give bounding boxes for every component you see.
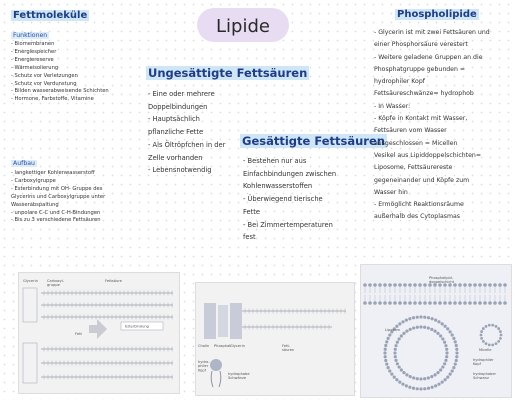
- liposom-label: Liposom: [385, 328, 401, 332]
- hydrophiler-kopf-label: hydrophiler Kopf: [473, 358, 494, 367]
- lipid-head: [401, 320, 404, 323]
- fett-esterbindung-figure: [18, 272, 180, 394]
- phospholipide-heading: Phospholipide: [397, 9, 477, 20]
- list-item: - Überwiegend tierische: [243, 195, 323, 204]
- lipid-head: [413, 301, 417, 305]
- lipid-head: [394, 355, 397, 358]
- lipid-head: [423, 283, 427, 287]
- lipid-head: [412, 376, 415, 379]
- list-item: - Esterbindung mit OH- Gruppe des: [11, 185, 103, 192]
- liposom-micelle-diagram: [361, 265, 511, 397]
- list-item: - Schutz vor Verdunstung: [11, 80, 77, 87]
- list-item: einer Phosphorsäure verestert: [374, 41, 468, 49]
- lipid-head: [363, 283, 367, 287]
- phosphat-block: [218, 305, 228, 337]
- lipid-head: [418, 283, 422, 287]
- lipid-head: [427, 387, 430, 390]
- list-item: gegeneinander und Köpfe zum: [374, 176, 470, 184]
- lipid-head: [434, 319, 437, 322]
- lipid-head: [412, 387, 415, 390]
- lipid-head: [394, 344, 397, 347]
- lipid-head: [436, 371, 439, 374]
- lipid-head: [416, 377, 419, 380]
- lipid-head: [480, 334, 483, 337]
- esterbindung-label: Esterbindung: [125, 324, 149, 329]
- lipid-head: [398, 337, 401, 340]
- lipid-head: [455, 348, 458, 351]
- lipid-head: [403, 283, 407, 287]
- list-item: Doppelbindungen: [148, 102, 208, 111]
- lipid-head: [423, 326, 426, 329]
- lipid-head: [444, 344, 447, 347]
- fett-chains-bottom: [23, 343, 173, 383]
- lipid-head: [394, 348, 397, 351]
- lipid-head: [393, 283, 397, 287]
- lipid-head: [493, 301, 497, 305]
- lipid-head: [480, 330, 483, 333]
- glycerin-box: [23, 288, 37, 322]
- list-item: Wasserabspaltung: [11, 201, 59, 208]
- lipid-head: [385, 363, 388, 366]
- lipid-head: [398, 365, 401, 368]
- lipid-head: [383, 283, 387, 287]
- list-item: Zelle vorhanden: [148, 153, 203, 162]
- lipid-head: [408, 301, 412, 305]
- lipid-head: [503, 283, 507, 287]
- lipid-head: [396, 341, 399, 344]
- lipid-head: [403, 301, 407, 305]
- lipid-head: [431, 386, 434, 389]
- lipid-head: [427, 316, 430, 319]
- lipid-head: [418, 301, 422, 305]
- lipid-head: [433, 330, 436, 333]
- list-item: - Biomembranen: [11, 41, 55, 47]
- list-item: - Carboxylgruppe: [11, 177, 56, 184]
- lipid-head: [446, 327, 449, 330]
- lipid-head: [378, 283, 382, 287]
- lipid-head: [455, 359, 458, 362]
- lipid-head: [463, 301, 467, 305]
- lipid-head: [488, 324, 491, 327]
- lipid-head: [384, 355, 387, 358]
- lipid-head: [437, 320, 440, 323]
- ungesaettigt-list: [148, 88, 225, 177]
- lipid-head: [384, 348, 387, 351]
- lipid-head: [488, 343, 491, 346]
- lipid-head: [400, 368, 403, 371]
- lipid-head: [393, 375, 396, 378]
- lipid-head: [455, 351, 458, 354]
- aufbau-list: [11, 170, 105, 225]
- list-item: ausgeschlossen = Micellen: [374, 139, 458, 147]
- lipid-head: [497, 327, 500, 330]
- lipid-head: [451, 369, 454, 372]
- lipid-head: [405, 319, 408, 322]
- lipid-head: [400, 334, 403, 337]
- lipid-head: [390, 373, 393, 376]
- list-item: - Energiereserve: [11, 56, 54, 63]
- lipid-head: [468, 283, 472, 287]
- lipid-head: [499, 330, 502, 333]
- lipid-head: [419, 377, 422, 380]
- lipid-head: [409, 328, 412, 331]
- liposom-micelle-figure: [360, 264, 512, 398]
- lipid-head: [405, 330, 408, 333]
- lipid-head: [431, 317, 434, 320]
- lipid-head: [396, 362, 399, 365]
- fettsaeure-chains: [242, 309, 346, 330]
- lipid-head: [427, 376, 430, 379]
- lipid-head: [412, 326, 415, 329]
- list-item: außerhalb des Cytoplasmas: [374, 213, 461, 221]
- glycerin-box: [23, 343, 37, 383]
- lipid-head: [437, 383, 440, 386]
- lipid-head: [478, 301, 482, 305]
- lipid-head: [416, 326, 419, 329]
- lipid-head: [416, 316, 419, 319]
- lipid-head: [495, 342, 498, 345]
- list-item: Phosphatgruppe gebunden =: [374, 65, 466, 73]
- lipid-head: [485, 342, 488, 345]
- list-item: - Köpfe in Kontakt mit Wasser,: [374, 115, 468, 123]
- lipid-head: [405, 373, 408, 376]
- fett-structure-diagram: [19, 273, 179, 393]
- lipid-head: [483, 301, 487, 305]
- funktionen-heading: Funktionen: [13, 32, 48, 39]
- lipid-head: [452, 337, 455, 340]
- lipid-head: [433, 301, 437, 305]
- hydrophober-schwanz-label: hydrophober Schwanz: [473, 372, 497, 381]
- fettsaeuren-label: Fett-säuren: [282, 344, 295, 353]
- lipid-head: [398, 301, 402, 305]
- lipid-head: [463, 283, 467, 287]
- lipid-head: [419, 325, 422, 328]
- lipid-head: [427, 326, 430, 329]
- lipid-head: [441, 365, 444, 368]
- carboxyl-label: Carboxyl-gruppe: [47, 279, 65, 288]
- phospholipide-list: [374, 27, 490, 224]
- list-item: hydrophiler Kopf: [374, 78, 425, 86]
- lipid-head: [495, 325, 498, 328]
- lipid-head: [423, 387, 426, 390]
- funktionen-list: [11, 41, 109, 104]
- page-title: Lipide: [216, 16, 270, 37]
- lipid-head: [443, 301, 447, 305]
- lipid-head: [388, 333, 391, 336]
- list-item: - Glycerin ist mit zwei Fettsäuren und: [374, 29, 490, 36]
- lipid-head: [408, 386, 411, 389]
- glycerin-label: Glycerin: [23, 279, 38, 283]
- lipid-head: [458, 301, 462, 305]
- lipid-head: [409, 375, 412, 378]
- lipid-head: [455, 344, 458, 347]
- lipid-head: [483, 283, 487, 287]
- lipid-head: [449, 373, 452, 376]
- lipid-head: [373, 283, 377, 287]
- lipid-head: [454, 340, 457, 343]
- lipid-head: [384, 344, 387, 347]
- lipid-head: [453, 301, 457, 305]
- list-item: Fettsäureschwänze= hydrophob: [374, 90, 474, 98]
- lipid-head: [482, 340, 485, 343]
- list-item: - Ermöglicht Reaktionsräume: [374, 201, 464, 209]
- ungesaettigt-heading: Ungesättigte Fettsäuren: [148, 66, 308, 80]
- lipid-head: [383, 351, 386, 354]
- lipid-head: [423, 316, 426, 319]
- phosphat-label: Phosphat: [214, 344, 231, 348]
- phospholipid-structure-diagram: [196, 283, 354, 395]
- lipid-head: [388, 301, 392, 305]
- lipid-head: [388, 369, 391, 372]
- lipid-head: [488, 301, 492, 305]
- list-item: Vesikel aus Lipiddoppelschichten=: [374, 151, 482, 159]
- list-item: - In Wasser:: [374, 102, 411, 110]
- lipid-head: [387, 366, 390, 369]
- lipid-head: [452, 366, 455, 369]
- lipid-head: [419, 315, 422, 318]
- lipid-head: [398, 283, 402, 287]
- lipid-head: [500, 334, 503, 337]
- lipid-head: [363, 301, 367, 305]
- cholin-label: Cholin: [198, 344, 210, 348]
- lipid-head: [444, 359, 447, 362]
- list-item: - Hormone, Farbstoffe, Vitamine: [11, 96, 94, 103]
- list-item: - langkettiger Kohlenwasserstoff: [11, 170, 95, 176]
- lipid-head: [458, 283, 462, 287]
- list-item: Wasser hin: [374, 188, 408, 196]
- lipid-head: [443, 362, 446, 365]
- lipid-head: [445, 348, 448, 351]
- lipid-head: [434, 384, 437, 387]
- lipid-head: [439, 368, 442, 371]
- list-item: Fette: [243, 207, 260, 216]
- list-item: Einfachbindungen zwischen: [243, 169, 337, 178]
- lipid-head: [448, 301, 452, 305]
- lipid-head: [385, 340, 388, 343]
- lipid-head: [436, 332, 439, 335]
- lipid-head: [497, 340, 500, 343]
- lipid-head: [441, 322, 444, 325]
- list-item: - Weitere geladene Gruppen an die: [374, 53, 483, 61]
- lipid-head: [446, 375, 449, 378]
- list-item: - Energiespeicher: [11, 48, 57, 55]
- lipid-head: [478, 283, 482, 287]
- lipid-head: [405, 384, 408, 387]
- list-item: Glycerins und Carboxylgruppe unter: [11, 193, 106, 200]
- lipid-head: [443, 341, 446, 344]
- doppelschicht-label: Phospholipid-doppelschicht: [429, 276, 455, 285]
- lipid-head: [491, 343, 494, 346]
- lipid-head: [491, 324, 494, 327]
- lipid-head: [373, 301, 377, 305]
- lipid-head: [443, 378, 446, 381]
- lipid-head: [416, 387, 419, 390]
- list-item: - Als Öltröpfchen in der: [148, 140, 226, 149]
- glycerin-block: [230, 303, 242, 339]
- lipid-head: [419, 387, 422, 390]
- lipid-head: [423, 301, 427, 305]
- lipid-head: [428, 301, 432, 305]
- list-item: - Lebensnotwendig: [148, 166, 212, 175]
- list-item: fest: [243, 233, 256, 242]
- fettmolekule-heading: Fettmoleküle: [13, 10, 88, 21]
- lipid-head: [449, 330, 452, 333]
- fettsaeure-chains-top: [23, 288, 173, 322]
- lipid-head: [480, 337, 483, 340]
- lipid-head: [455, 355, 458, 358]
- lipid-head: [423, 377, 426, 380]
- lipid-head: [441, 381, 444, 384]
- lipid-head: [433, 373, 436, 376]
- lipid-head: [445, 351, 448, 354]
- cholin-block: [204, 303, 216, 339]
- lipid-head: [468, 301, 472, 305]
- lipid-head: [408, 283, 412, 287]
- lipid-head: [443, 325, 446, 328]
- micelle-label: Micelle: [479, 348, 492, 352]
- list-item: - unpolare C-C und C-H-Bindungen: [11, 209, 101, 216]
- lipid-head: [438, 301, 442, 305]
- glycerin-label: Glycerin: [230, 344, 245, 348]
- hydrophiler-kopf-label: hydro-philer Kopf: [198, 360, 210, 373]
- lipid-head: [488, 283, 492, 287]
- lipid-head: [430, 328, 433, 331]
- hydrophobe-schwaenze-label: hydrophobe Schwänze: [228, 372, 250, 381]
- lipid-head: [493, 283, 497, 287]
- lipid-head: [368, 283, 372, 287]
- lipid-head: [413, 283, 417, 287]
- aufbau-heading: Aufbau: [13, 160, 35, 167]
- list-item: - Hauptsächlich: [148, 115, 200, 124]
- lipid-head: [387, 337, 390, 340]
- gesaettigt-heading: Gesättigte Fettsäuren: [242, 134, 385, 148]
- list-item: - Schutz vor Verletzungen: [11, 72, 78, 79]
- lipid-head: [503, 301, 507, 305]
- lipid-head: [441, 337, 444, 340]
- reaction-arrow-icon: [89, 319, 107, 339]
- lipid-head: [412, 316, 415, 319]
- lipid-head: [402, 332, 405, 335]
- list-item: - Eine oder mehrere: [148, 90, 215, 98]
- lipid-head: [445, 355, 448, 358]
- title-highlight: [197, 8, 289, 42]
- lipid-head: [393, 351, 396, 354]
- lipid-head: [368, 301, 372, 305]
- list-item: - Wärmeisolierung: [11, 64, 59, 71]
- lipid-head: [394, 359, 397, 362]
- lipid-head: [498, 301, 502, 305]
- list-item: - Bei Zimmertemperaturen: [243, 220, 333, 229]
- lipid-head: [395, 378, 398, 381]
- lipid-head: [454, 363, 457, 366]
- fettsaeure-label: Fettsäure: [105, 279, 122, 283]
- lipid-head: [401, 383, 404, 386]
- lipid-head: [402, 371, 405, 374]
- lipid-head: [383, 301, 387, 305]
- lipid-head: [499, 337, 502, 340]
- list-item: pflanzliche Fette: [148, 128, 204, 137]
- phospholipid-molecule-figure: [195, 282, 355, 396]
- lipid-head: [439, 334, 442, 337]
- fett-label: Fett: [75, 332, 82, 336]
- lipid-head: [451, 333, 454, 336]
- gesaettigt-list: [243, 155, 336, 244]
- lipid-head: [473, 283, 477, 287]
- lipid-head: [393, 301, 397, 305]
- lipid-head: [482, 327, 485, 330]
- list-item: Liposome, Fettsäurereste: [374, 164, 453, 172]
- lipid-head: [384, 359, 387, 362]
- list-item: - Bilden wasserabweisende Schichten: [11, 88, 109, 95]
- lipid-head: [408, 317, 411, 320]
- lipid-head: [398, 322, 401, 325]
- list-item: Kohlenwasserstoffen: [243, 182, 313, 191]
- list-item: - Bestehen nur aus: [243, 157, 307, 165]
- lipid-head: [473, 301, 477, 305]
- lipid-head: [485, 325, 488, 328]
- phospholipid-symbol: [210, 359, 222, 387]
- lipid-head: [430, 375, 433, 378]
- lipid-head: [378, 301, 382, 305]
- list-item: Fettsäuren vom Wasser: [374, 127, 447, 135]
- list-item: - Bis zu 3 verschiedene Fettsäuren: [11, 217, 101, 224]
- lipid-head: [498, 283, 502, 287]
- lipid-head: [388, 283, 392, 287]
- lipid-head: [398, 381, 401, 384]
